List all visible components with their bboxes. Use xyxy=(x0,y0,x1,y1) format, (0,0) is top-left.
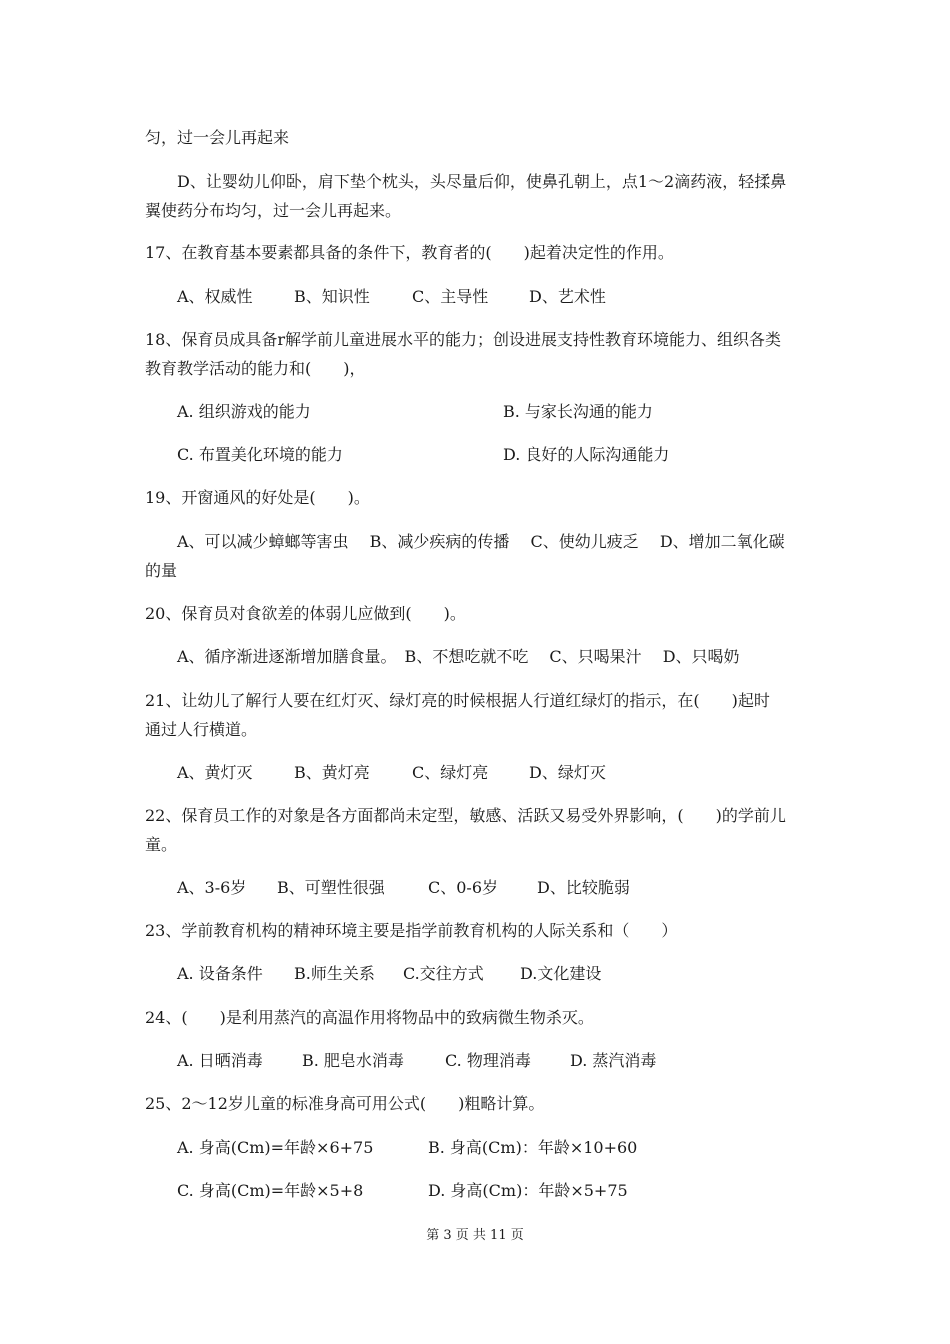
question-18-option-d: D. 良好的人际沟通能力 xyxy=(503,445,670,464)
question-24-stem: 24、( )是利用蒸汽的高温作用将物品中的致病微生物杀灭。 xyxy=(145,1008,594,1027)
question-21-option-c: C、绿灯亮 xyxy=(412,763,489,782)
question-20-options: A、循序渐进逐渐增加膳食量。 B、不想吃就不吃 C、只喝果汁 D、只喝奶 xyxy=(177,647,740,666)
question-17-option-c: C、主导性 xyxy=(412,287,489,306)
question-18-option-c: C. 布置美化环境的能力 xyxy=(177,445,343,464)
question-19-options: A、可以减少蟑螂等害虫 B、减少疾病的传播 C、使幼儿疲乏 D、增加二氧化碳 xyxy=(177,532,785,551)
question-22-option-b: B、可塑性很强 xyxy=(277,878,385,897)
question-23-option-c: C.交往方式 xyxy=(403,964,484,983)
text-line: D、让婴幼儿仰卧，肩下垫个枕头，头尽量后仰，使鼻孔朝上，点1～2滴药液，轻揉鼻 xyxy=(177,172,787,191)
question-22-stem: 22、保育员工作的对象是各方面都尚未定型，敏感、活跃又易受外界影响，( )的学前儿 xyxy=(145,806,786,825)
question-24-option-c: C. 物理消毒 xyxy=(445,1051,531,1070)
question-19-stem: 19、开窗通风的好处是( )。 xyxy=(145,488,370,507)
question-19-options-cont: 的量 xyxy=(145,561,178,580)
question-24-option-a: A. 日晒消毒 xyxy=(177,1051,263,1070)
question-22-option-a: A、3-6岁 xyxy=(177,878,247,897)
question-18-option-a: A. 组织游戏的能力 xyxy=(177,402,311,421)
question-23-option-a: A. 设备条件 xyxy=(177,964,263,983)
question-22-stem-cont: 童。 xyxy=(145,835,178,854)
question-17-option-a: A、权威性 xyxy=(177,287,253,306)
question-23-stem: 23、学前教育机构的精神环境主要是指学前教育机构的人际关系和（ ） xyxy=(145,921,678,940)
question-21-stem-cont: 通过人行横道。 xyxy=(145,720,258,739)
question-25-option-c: C. 身高(Cm)=年龄×5+8 xyxy=(177,1181,364,1200)
question-17-option-d: D、艺术性 xyxy=(529,287,606,306)
question-24-option-d: D. 蒸汽消毒 xyxy=(570,1051,657,1070)
question-21-option-a: A、黄灯灭 xyxy=(177,763,253,782)
question-20-stem: 20、保育员对食欲差的体弱儿应做到( )。 xyxy=(145,604,466,623)
text-line: 匀，过一会儿再起来 xyxy=(145,128,290,147)
question-18-stem: 18、保育员成具备r解学前儿童进展水平的能力；创设进展支持性教育环境能力、组织各类 xyxy=(145,330,782,349)
question-25-option-b: B. 身高(Cm)：年龄×10+60 xyxy=(428,1138,638,1157)
question-17-stem: 17、在教育基本要素都具备的条件下，教育者的( )起着决定性的作用。 xyxy=(145,243,674,262)
question-24-option-b: B. 肥皂水消毒 xyxy=(302,1051,404,1070)
question-22-option-d: D、比较脆弱 xyxy=(537,878,630,897)
page-number-footer: 第 3 页 共 11 页 xyxy=(426,1228,524,1243)
question-18-option-b: B. 与家长沟通的能力 xyxy=(503,402,653,421)
text-line: 翼使药分布均匀，过一会儿再起来。 xyxy=(145,201,402,220)
question-25-option-a: A. 身高(Cm)=年龄×6+75 xyxy=(177,1138,374,1157)
question-22-option-c: C、0-6岁 xyxy=(428,878,499,897)
question-23-option-d: D.文化建设 xyxy=(520,964,602,983)
question-21-option-b: B、黄灯亮 xyxy=(294,763,370,782)
question-23-option-b: B.师生关系 xyxy=(294,964,375,983)
question-25-stem: 25、2～12岁儿童的标准身高可用公式( )粗略计算。 xyxy=(145,1094,545,1113)
question-18-stem-cont: 教育教学活动的能力和( )， xyxy=(145,359,366,378)
question-25-option-d: D. 身高(Cm)：年龄×5+75 xyxy=(428,1181,628,1200)
question-17-option-b: B、知识性 xyxy=(294,287,370,306)
question-21-stem: 21、让幼儿了解行人要在红灯灭、绿灯亮的时候根据人行道红绿灯的指示，在( )起时 xyxy=(145,691,770,710)
question-21-option-d: D、绿灯灭 xyxy=(529,763,606,782)
